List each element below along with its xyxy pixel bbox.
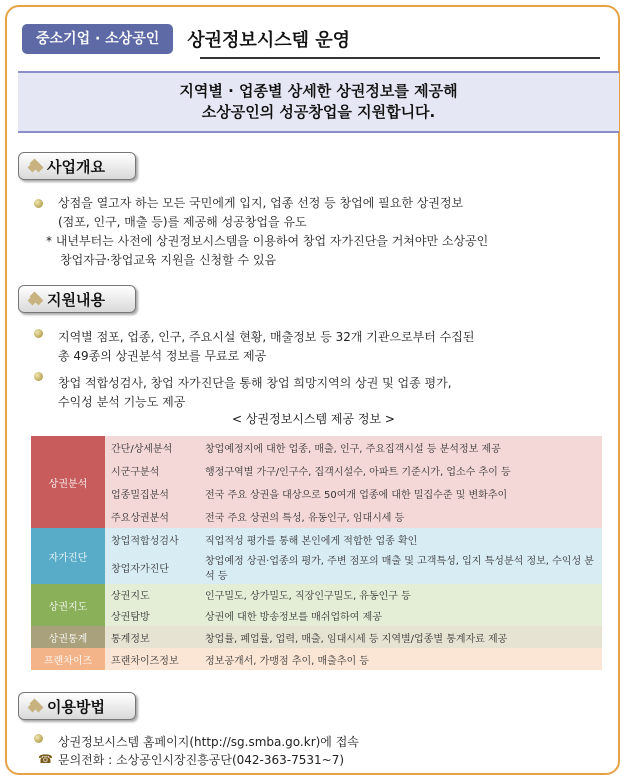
table-caption: < 상권정보시스템 제공 정보 >	[232, 412, 395, 426]
table-row	[31, 550, 602, 584]
table-row	[31, 648, 602, 670]
overview-text-2: (점포, 인구, 매출 등)를 제공해 성공창업을 유도	[58, 215, 307, 229]
headline-banner	[18, 71, 619, 133]
support-text-1: 지역별 점포, 업종, 인구, 주요시설 현황, 매출정보 등 32개 기관으로부터 수집된	[58, 330, 475, 344]
diamond-icon	[29, 293, 41, 305]
support-text-2: 총 49종의 상권분석 정보를 무료로 제공	[58, 349, 267, 363]
desc-cell: 전국 주요 상권의 특성, 유동인구, 임대시세 등	[199, 505, 602, 528]
desc-cell: 창업률, 폐업률, 업력, 매출, 임대시세 등 지역별/업종별 통계자료 제공	[199, 626, 602, 648]
round-bullet-icon	[34, 199, 43, 208]
table-row	[31, 436, 602, 459]
phone-icon: ☎	[38, 752, 53, 766]
sub-cell: 상권지도	[105, 584, 199, 605]
sub-cell: 주요상권분석	[105, 505, 199, 528]
table-row	[31, 482, 602, 505]
category-cell: 상권지도	[31, 584, 105, 626]
table-row	[31, 505, 602, 528]
desc-cell: 창업예정지에 대한 업종, 매출, 인구, 주요집객시설 등 분석정보 제공	[199, 436, 602, 459]
table-row	[31, 459, 602, 482]
desc-cell: 인구밀도, 상가밀도, 직장인구밀도, 유동인구 등	[199, 584, 602, 605]
desc-cell: 행정구역별 가구/인구수, 집객시설수, 아파트 기준시가, 업소수 추이 등	[199, 459, 602, 482]
desc-cell: 상권에 대한 방송정보를 매쉬업하여 제공	[199, 605, 602, 626]
page-title: 상권정보시스템 운영	[187, 30, 351, 51]
section-overview-title: 사업개요	[47, 157, 105, 176]
round-bullet-icon	[34, 329, 43, 338]
category-badge: 중소기업 · 소상공인	[22, 24, 173, 54]
table-row	[31, 626, 602, 648]
sub-cell: 상권탐방	[105, 605, 199, 626]
category-cell: 자가진단	[31, 528, 105, 584]
section-usage-title: 이용방법	[47, 697, 105, 716]
category-cell: 상권분석	[31, 436, 105, 528]
sub-cell: 프랜차이즈정보	[105, 648, 199, 670]
overview-note-2: 창업자금·창업교육 지원을 신청할 수 있음	[60, 253, 277, 267]
banner-line-1: 지역별 · 업종별 상세한 상권정보를 제공해	[179, 82, 458, 100]
desc-cell: 정보공개서, 가맹점 추이, 매출추이 등	[199, 648, 602, 670]
table-row	[31, 528, 602, 550]
usage-phone: 문의전화 : 소상공인시장진흥공단(042-363-7531~7)	[58, 753, 345, 767]
table-row	[31, 605, 602, 626]
usage-text: 상권정보시스템 홈페이지(http://sg.smba.go.kr)에 접속	[58, 735, 359, 749]
section-usage-tab	[18, 692, 136, 720]
overview-note-1: * 내년부터는 사전에 상권정보시스템을 이용하여 창업 자가진단을 거쳐야만 소상공인	[46, 234, 489, 248]
info-table	[31, 436, 602, 670]
desc-cell: 창업예정 상권·업종의 평가, 주변 점포의 매출 및 고객특성, 입지 특성분석 정보, 수익성 분석 등	[199, 550, 602, 584]
header	[22, 22, 350, 56]
sub-cell: 간단/상세분석	[105, 436, 199, 459]
sub-cell: 창업자가진단	[105, 550, 199, 584]
support-text-4: 수익성 분석 기능도 제공	[58, 395, 186, 409]
sub-cell: 업종밀집분석	[105, 482, 199, 505]
diamond-icon	[29, 160, 41, 172]
sub-cell: 통계정보	[105, 626, 199, 648]
sub-cell: 창업적합성검사	[105, 528, 199, 550]
desc-cell: 전국 주요 상권을 대상으로 50여개 업종에 대한 밀집수준 및 변화추이	[199, 482, 602, 505]
category-cell: 상권통계	[31, 626, 105, 648]
banner-line-2: 소상공인의 성공창업을 지원합니다.	[201, 103, 436, 121]
table-row	[31, 584, 602, 605]
section-support-title: 지원내용	[47, 290, 105, 309]
diamond-icon	[29, 700, 41, 712]
sub-cell: 시군구분석	[105, 459, 199, 482]
support-text-3: 창업 적합성검사, 창업 자가진단을 통해 창업 희망지역의 상권 및 업종 평가,	[58, 376, 452, 390]
round-bullet-icon	[34, 734, 43, 743]
section-support-tab	[18, 285, 136, 313]
desc-cell: 직업적성 평가를 통해 본인에게 적합한 업종 확인	[199, 528, 602, 550]
title-underline	[200, 57, 600, 59]
section-overview-tab	[18, 152, 136, 180]
overview-text-1: 상점을 열고자 하는 모든 국민에게 입지, 업종 선정 등 창업에 필요한 상권정보	[58, 196, 464, 210]
round-bullet-icon	[34, 372, 43, 381]
category-cell: 프랜차이즈	[31, 648, 105, 670]
